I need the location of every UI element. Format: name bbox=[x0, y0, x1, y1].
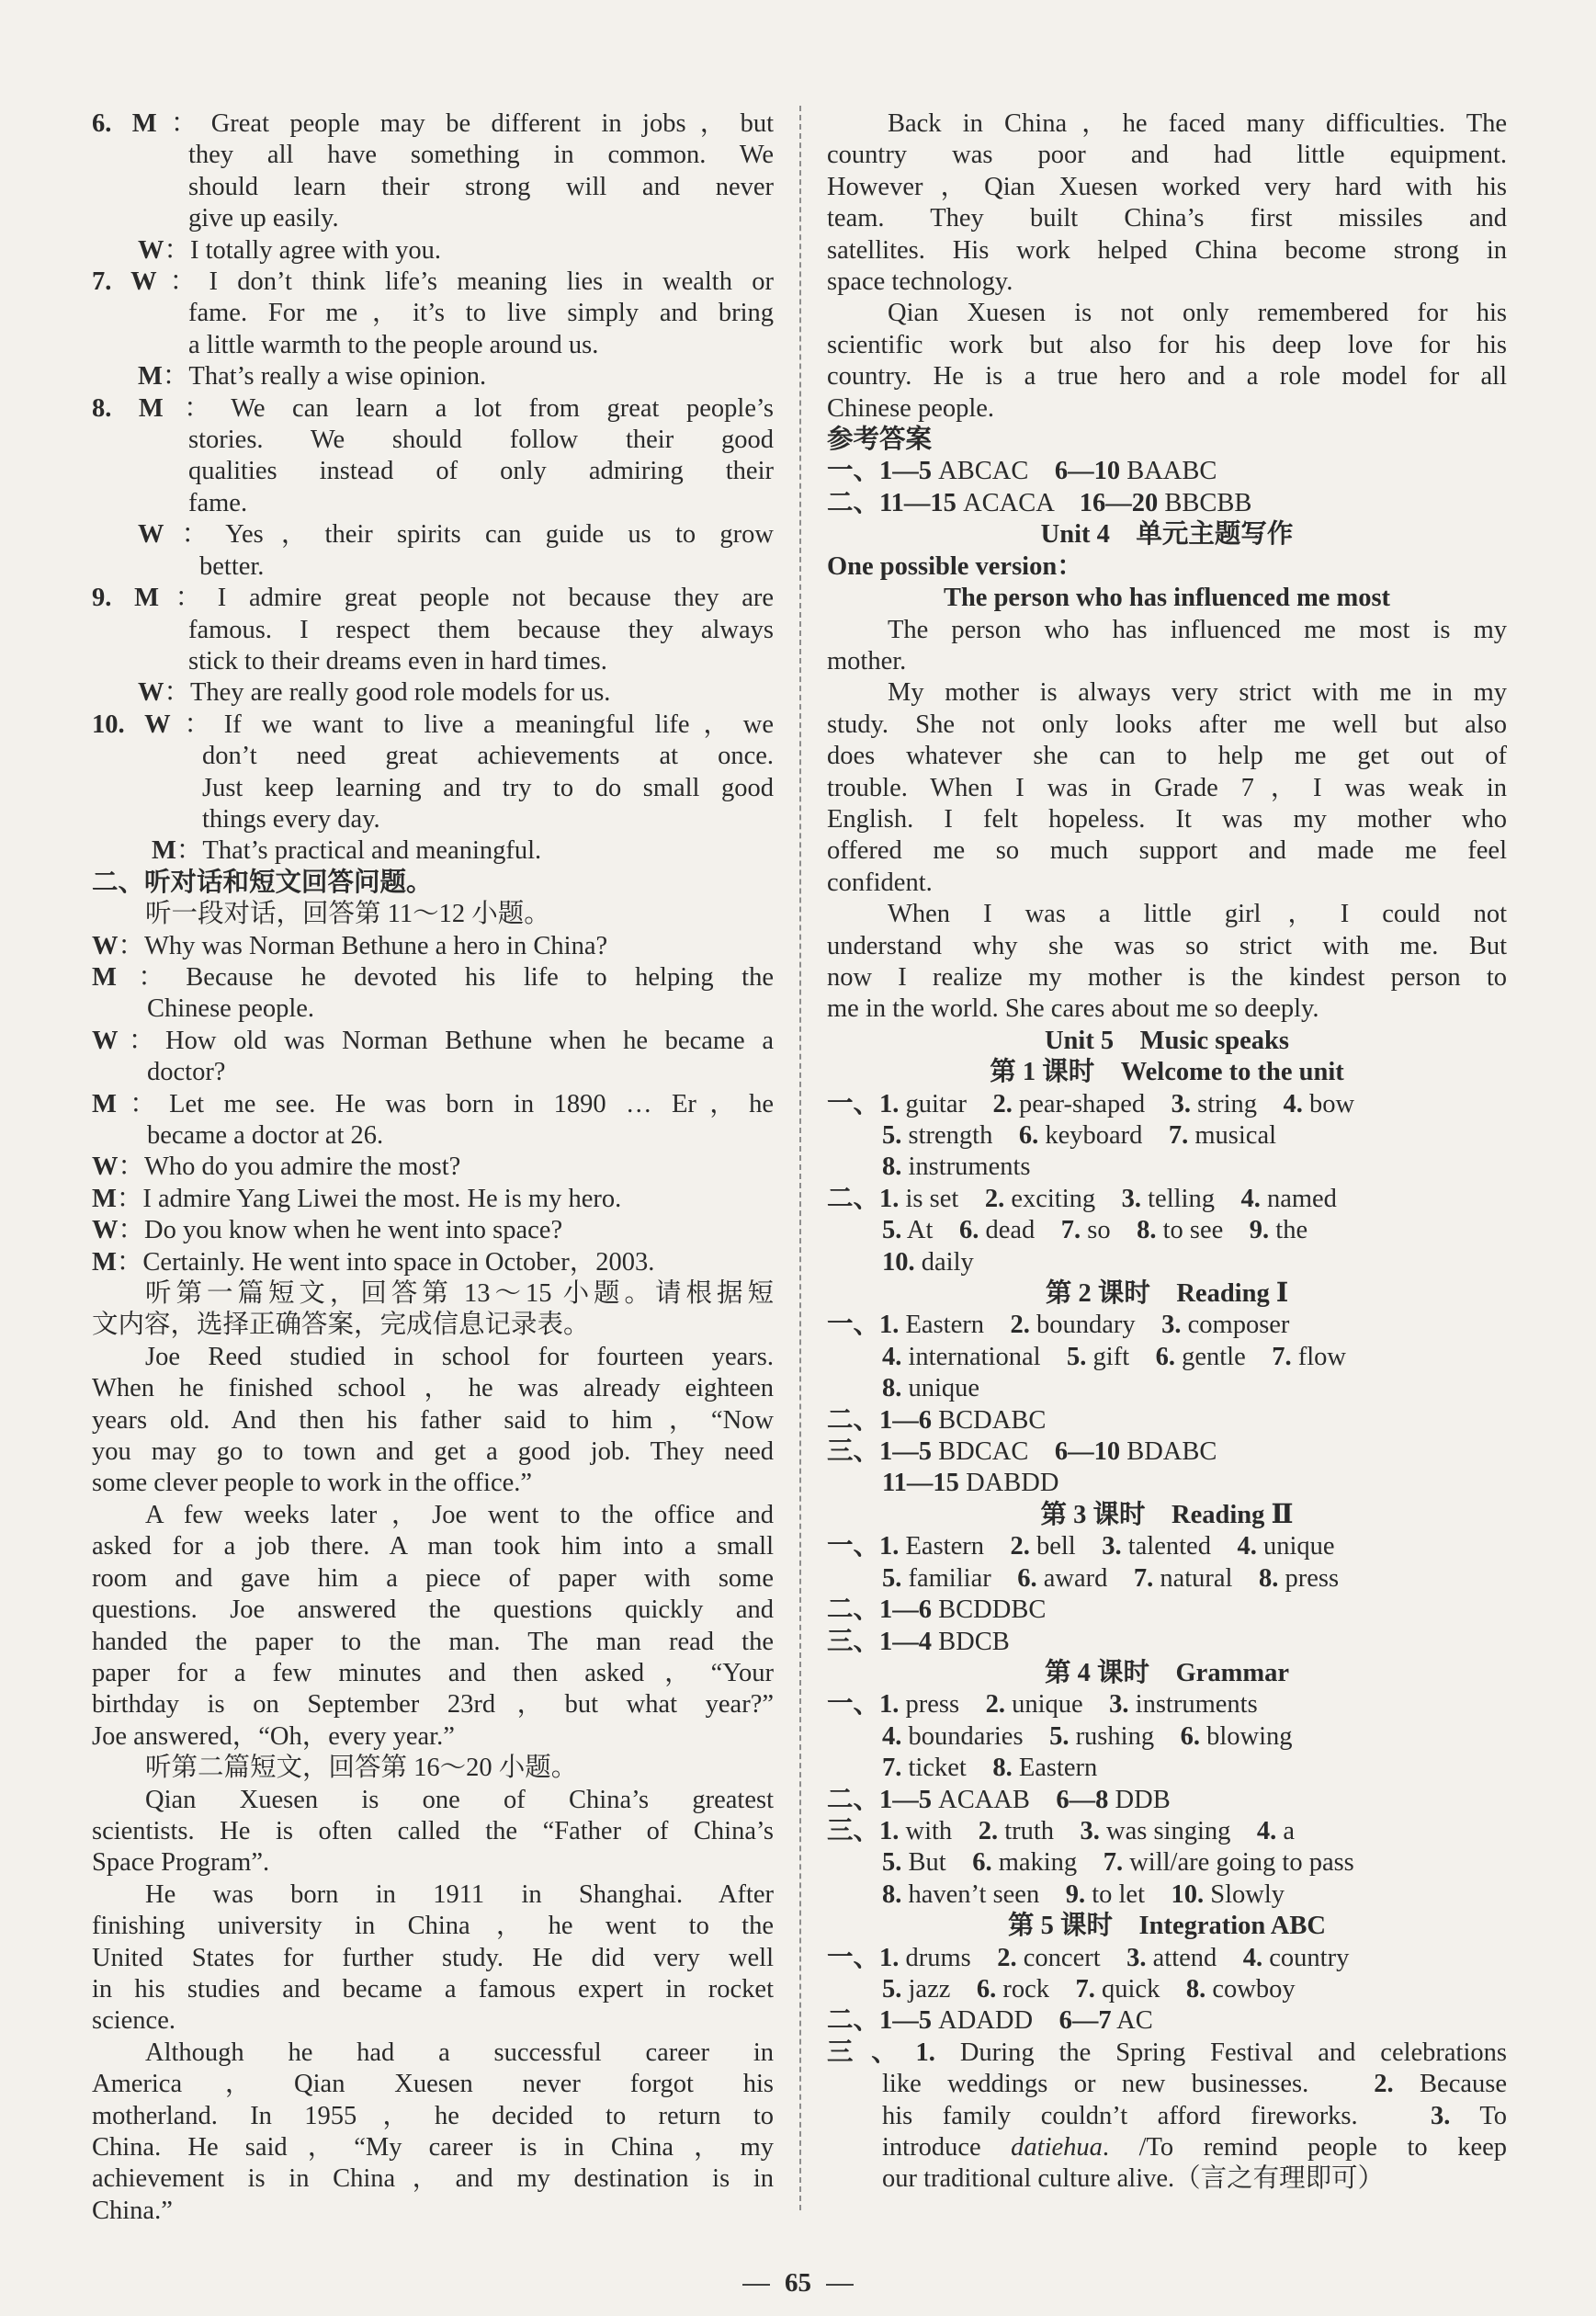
text-line: years old. And then his father said to him，“Now bbox=[92, 1405, 774, 1435]
text-line: 7. ticket 8. Eastern bbox=[882, 1754, 1098, 1783]
text-line: United States for further study. He did very well bbox=[92, 1943, 774, 1972]
text-line: fame. For me，it’s to live simply and bring bbox=[188, 299, 774, 328]
text-line: Back in China，he faced many difficulties. The bbox=[888, 109, 1507, 138]
text-line: English. I felt hopeless. It was my mother who bbox=[827, 804, 1507, 834]
text-line: stick to their dreams even in hard times. bbox=[188, 646, 607, 676]
text-line: 文内容，选择正确答案，完成信息记录表。 bbox=[92, 1311, 590, 1340]
text-line: M：Let me see. He was born in 1890 … Er，he bbox=[92, 1089, 774, 1118]
text-line: science. bbox=[92, 2006, 175, 2036]
text-line: doctor? bbox=[147, 1058, 226, 1087]
text-line: Space Program”. bbox=[92, 1848, 270, 1878]
text-line: mother. bbox=[827, 646, 907, 676]
text-line: 一、1. Eastern 2. bell 3. talented 4. unique bbox=[827, 1532, 1335, 1561]
text-line: 参考答案 bbox=[827, 426, 933, 455]
text-line: famous. I respect them because they always bbox=[188, 615, 774, 644]
text-line: W：Who do you admire the most? bbox=[92, 1152, 461, 1182]
text-line: introduce datiehua. /To remind people to keep bbox=[882, 2133, 1507, 2162]
text-line: 二、11—15 ACACA 16—20 BBCBB bbox=[827, 488, 1252, 517]
text-line: Joe Reed studied in school for fourteen years. bbox=[145, 1342, 774, 1371]
text-line: 5. jazz 6. rock 7. quick 8. cowboy bbox=[882, 1974, 1296, 2004]
left-column bbox=[92, 108, 774, 2227]
text-line: now I realize my mother is the kindest person to bbox=[827, 962, 1507, 992]
text-line: A few weeks later，Joe went to the office and bbox=[145, 1500, 774, 1529]
text-line: his family couldn’t afford fireworks. 3. To bbox=[882, 2101, 1507, 2130]
text-line: W：Why was Norman Bethune a hero in China? bbox=[92, 931, 608, 960]
text-line: 10. daily bbox=[882, 1247, 974, 1277]
text-line: birthday is on September 23rd，but what year?” bbox=[92, 1690, 774, 1720]
text-line: 5. strength 6. keyboard 7. musical bbox=[882, 1121, 1277, 1150]
text-line: scientific work but also for his deep love for his bbox=[827, 330, 1507, 359]
text-line: our traditional culture alive.（言之有理即可） bbox=[882, 2164, 1385, 2194]
text-line: 6. M：Great people may be different in jobs，but bbox=[92, 109, 774, 138]
right-column bbox=[827, 108, 1507, 2196]
text-line: 听第二篇短文，回答第 16～20 小题。 bbox=[145, 1754, 578, 1783]
text-line: However，Qian Xuesen worked very hard with his bbox=[827, 172, 1507, 201]
text-line: W：They are really good role models for us. bbox=[138, 678, 611, 708]
text-line: 一、1—5 ABCAC 6—10 BAABC bbox=[827, 457, 1217, 486]
text-line: 一、1. press 2. unique 3. instruments bbox=[827, 1690, 1258, 1720]
text-line: qualities instead of only admiring their bbox=[188, 457, 774, 486]
text-line: 10. W：If we want to live a meaningful life，we bbox=[92, 710, 774, 739]
text-line: 一、1. Eastern 2. boundary 3. composer bbox=[827, 1311, 1290, 1340]
text-line: should learn their strong will and never bbox=[188, 172, 774, 201]
text-line: me in the world. She cares about me so deeply. bbox=[827, 994, 1319, 1024]
text-line: asked for a job there. A man took him into a small bbox=[92, 1532, 774, 1561]
text-line: study. She not only looks after me well but also bbox=[827, 710, 1507, 739]
text-line: fame. bbox=[188, 488, 248, 517]
text-line: trouble. When I was in Grade 7，I was weak in bbox=[827, 773, 1507, 802]
text-line: Just keep learning and try to do small good bbox=[202, 773, 774, 802]
text-line: Joe answered，“Oh，every year.” bbox=[92, 1721, 455, 1751]
text-line: 三、1. During the Spring Festival and celebrations bbox=[827, 2038, 1507, 2067]
text-line: 二、1—6 BCDDBC bbox=[827, 1595, 1047, 1625]
text-line: W：Do you know when he went into space? bbox=[92, 1216, 563, 1245]
page-number: 65 bbox=[785, 2268, 811, 2298]
text-line: 三、1. with 2. truth 3. was singing 4. a bbox=[827, 1816, 1296, 1845]
text-line: China. He said，“My career is in China，my bbox=[92, 2133, 774, 2162]
text-line: W：Yes，their spirits can guide us to grow bbox=[138, 520, 774, 550]
text-line: 听一段对话，回答第 11～12 小题。 bbox=[145, 900, 550, 929]
text-line: space technology. bbox=[827, 267, 1013, 297]
text-line: paper for a few minutes and then asked，“Your bbox=[92, 1658, 774, 1687]
text-line: M：I admire Yang Liwei the most. He is my hero. bbox=[92, 1184, 622, 1213]
text-line: One possible version： bbox=[827, 551, 1083, 581]
text-line: 8. M：We can learn a lot from great people’s bbox=[92, 393, 774, 423]
text-line: 5. But 6. making 7. will/are going to pass bbox=[882, 1848, 1354, 1878]
page-footer bbox=[0, 2268, 1596, 2299]
text-line: Unit 5 Music speaks bbox=[1044, 1026, 1290, 1055]
text-line: He was born in 1911 in Shanghai. After bbox=[145, 1879, 774, 1909]
text-line: satellites. His work helped China become strong in bbox=[827, 235, 1507, 265]
text-line: Qian Xuesen is not only remembered for his bbox=[888, 299, 1507, 328]
text-line: 第 5 课时 Integration ABC bbox=[1008, 1912, 1326, 1941]
text-line: 二、1—5 ACAAB 6—8 DDB bbox=[827, 1785, 1171, 1814]
text-line: finishing university in China，he went to the bbox=[92, 1912, 774, 1941]
text-line: don’t need great achievements at once. bbox=[202, 742, 774, 771]
text-line: understand why she was so strict with me. But bbox=[827, 931, 1507, 960]
text-line: achievement is in China，and my destination is in bbox=[92, 2164, 774, 2194]
text-line: 7. W：I don’t think life’s meaning lies in wealth or bbox=[92, 267, 774, 297]
text-line: Chinese people. bbox=[827, 393, 995, 423]
text-line: confident. bbox=[827, 868, 933, 897]
text-line: offered me so much support and made me feel bbox=[827, 836, 1507, 866]
text-line: 第 4 课时 Grammar bbox=[1045, 1658, 1289, 1687]
text-line: country. He is a true hero and a role model for all bbox=[827, 362, 1507, 392]
text-line: 11—15 DABDD bbox=[882, 1469, 1059, 1498]
text-line: Qian Xuesen is one of China’s greatest bbox=[145, 1785, 774, 1814]
text-line: a little warmth to the people around us. bbox=[188, 330, 599, 359]
text-line: 8. haven’t seen 9. to let 10. Slowly bbox=[882, 1879, 1285, 1909]
text-line: questions. Joe answered the questions quickly and bbox=[92, 1595, 774, 1625]
text-line: does whatever she can to help me get out of bbox=[827, 742, 1507, 771]
text-line: 二、听对话和短文回答问题。 bbox=[92, 868, 433, 897]
text-line: M：That’s practical and meaningful. bbox=[152, 836, 542, 866]
text-line: 一、1. drums 2. concert 3. attend 4. country bbox=[827, 1943, 1350, 1972]
text-line: 第 2 课时 Reading Ⅰ bbox=[1045, 1279, 1289, 1309]
text-line: Although he had a successful career in bbox=[145, 2038, 774, 2067]
text-line: team. They built China’s first missiles and bbox=[827, 204, 1507, 233]
text-line: When I was a little girl，I could not bbox=[888, 900, 1507, 929]
column-divider bbox=[799, 106, 801, 2210]
text-line: My mother is always very strict with me in my bbox=[888, 678, 1507, 708]
text-line: America，Qian Xuesen never forgot his bbox=[92, 2070, 774, 2099]
text-line: some clever people to work in the office.” bbox=[92, 1469, 533, 1498]
text-line: 第 3 课时 Reading Ⅱ bbox=[1040, 1500, 1294, 1529]
text-line: 二、1—6 BCDABC bbox=[827, 1405, 1047, 1435]
text-line: The person who has influenced me most is my bbox=[888, 615, 1507, 644]
text-line: motherland. In 1955，he decided to return to bbox=[92, 2101, 774, 2130]
text-line: Unit 4 单元主题写作 bbox=[1040, 520, 1294, 550]
text-line: When he finished school，he was already eighteen bbox=[92, 1374, 774, 1403]
text-line: scientists. He is often called the “Father of China’s bbox=[92, 1816, 774, 1845]
text-line: 4. international 5. gift 6. gentle 7. flow bbox=[882, 1342, 1346, 1371]
text-line: M：Because he devoted his life to helping the bbox=[92, 962, 774, 992]
text-line: room and gave him a piece of paper with some bbox=[92, 1563, 774, 1593]
text-line: W：How old was Norman Bethune when he became a bbox=[92, 1026, 774, 1055]
text-line: W：I totally agree with you. bbox=[138, 235, 442, 265]
text-line: 8. unique bbox=[882, 1374, 980, 1403]
text-line: 一、1. guitar 2. pear-shaped 3. string 4. bow bbox=[827, 1089, 1355, 1118]
text-line: China.” bbox=[92, 2196, 173, 2225]
text-line: like weddings or new businesses. 2. Because bbox=[882, 2070, 1507, 2099]
text-line: 三、1—5 BDCAC 6—10 BDABC bbox=[827, 1437, 1217, 1467]
text-line: 二、1—5 ADADD 6—7 AC bbox=[827, 2006, 1153, 2036]
text-line: M：That’s really a wise opinion. bbox=[138, 362, 487, 392]
text-line: 9. M：I admire great people not because they are bbox=[92, 584, 774, 613]
text-line: they all have something in common. We bbox=[188, 141, 774, 170]
text-line: 二、1. is set 2. exciting 3. telling 4. named bbox=[827, 1184, 1337, 1213]
text-line: 5. At 6. dead 7. so 8. to see 9. the bbox=[882, 1216, 1308, 1245]
text-line: country was poor and had little equipment. bbox=[827, 141, 1507, 170]
text-line: The person who has influenced me most bbox=[943, 584, 1391, 613]
text-line: 8. instruments bbox=[882, 1152, 1031, 1182]
text-line: handed the paper to the man. The man read the bbox=[92, 1627, 774, 1656]
text-line: Chinese people. bbox=[147, 994, 315, 1024]
text-line: 5. familiar 6. award 7. natural 8. press bbox=[882, 1563, 1340, 1593]
text-line: became a doctor at 26. bbox=[147, 1121, 384, 1150]
text-line: you may go to town and get a good job. They need bbox=[92, 1437, 774, 1467]
text-line: things every day. bbox=[202, 804, 380, 834]
text-line: 第 1 课时 Welcome to the unit bbox=[990, 1058, 1344, 1087]
text-line: stories. We should follow their good bbox=[188, 426, 774, 455]
text-line: 三、1—4 BDCB bbox=[827, 1627, 1010, 1656]
text-line: 4. boundaries 5. rushing 6. blowing bbox=[882, 1721, 1293, 1751]
text-line: give up easily. bbox=[188, 204, 339, 233]
text-line: 听第一篇短文，回答第 13～15 小题。请根据短 bbox=[145, 1279, 774, 1309]
text-line: in his studies and became a famous expert in rocket bbox=[92, 1974, 774, 2004]
text-line: M：Certainly. He went into space in October，2003. bbox=[92, 1247, 655, 1277]
text-line: better. bbox=[199, 551, 265, 581]
